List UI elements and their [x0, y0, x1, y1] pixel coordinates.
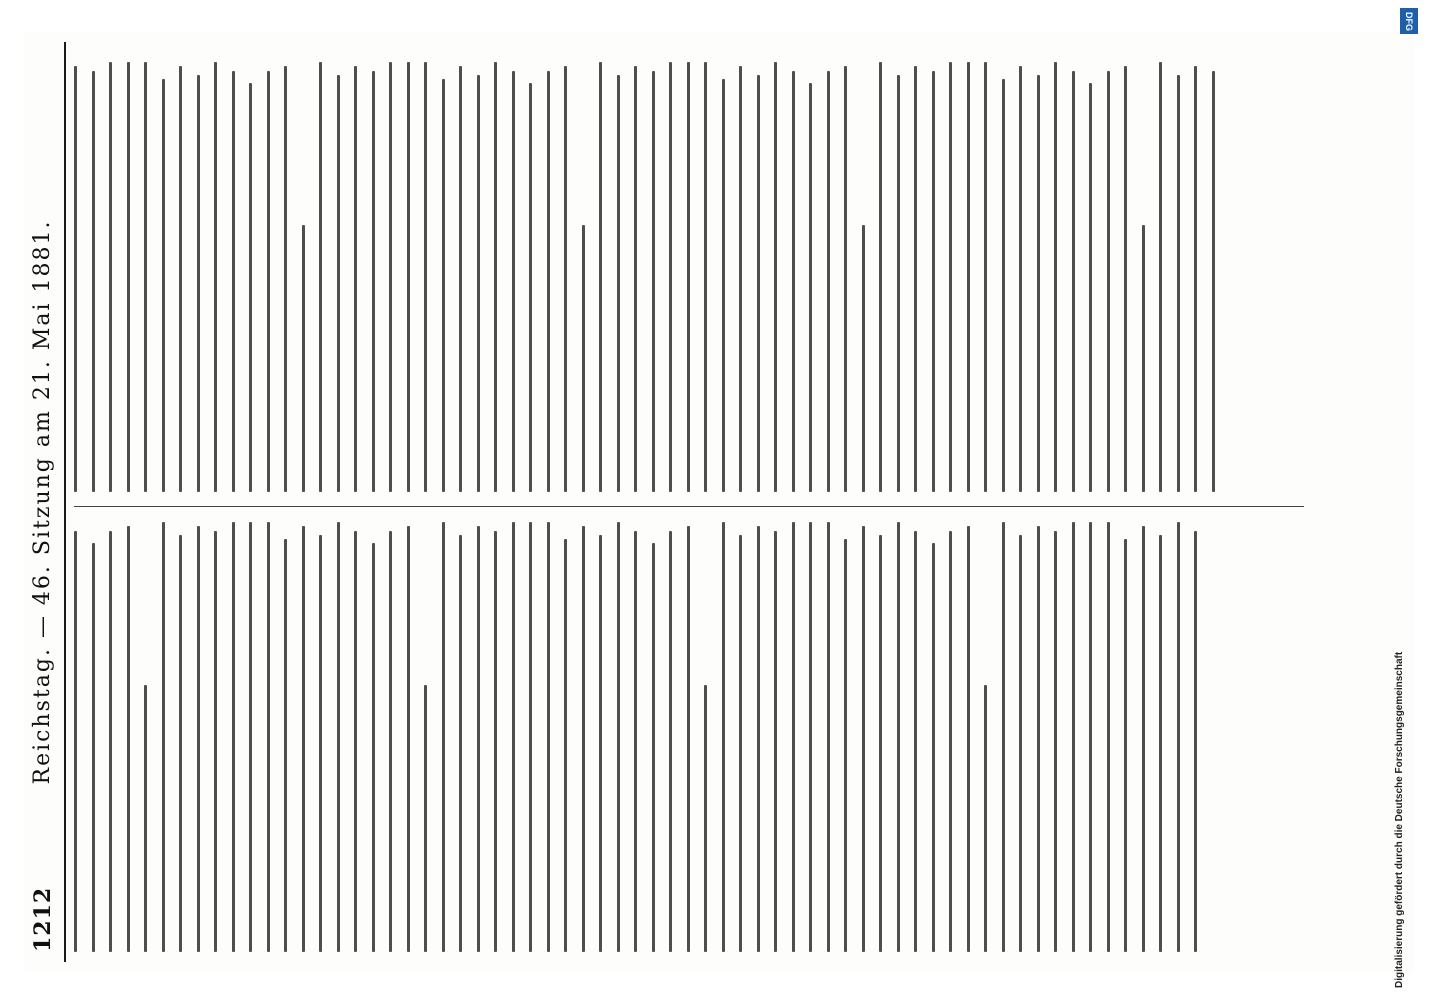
text-line [897, 75, 900, 492]
text-line [442, 522, 445, 952]
text-line [1019, 66, 1022, 492]
text-line [74, 66, 77, 492]
text-line [949, 62, 952, 492]
text-line [92, 544, 95, 953]
text-line [862, 225, 865, 492]
text-line [1002, 522, 1005, 952]
text-line [547, 522, 550, 952]
text-line [617, 75, 620, 492]
text-line [179, 535, 182, 952]
text-line [809, 522, 812, 952]
text-line [687, 62, 690, 492]
text-line [74, 531, 77, 952]
text-line [109, 62, 112, 492]
text-line [529, 84, 532, 493]
text-line [302, 526, 305, 952]
text-line [914, 66, 917, 492]
text-line [809, 84, 812, 493]
text-line [1072, 71, 1075, 492]
text-line [512, 71, 515, 492]
text-line [1124, 66, 1127, 492]
text-line [967, 62, 970, 492]
text-line [669, 62, 672, 492]
text-line [739, 535, 742, 952]
text-line [494, 62, 497, 492]
text-line [722, 522, 725, 952]
text-line [757, 75, 760, 492]
text-line [179, 66, 182, 492]
text-line [319, 535, 322, 952]
text-line [862, 526, 865, 952]
text-line [372, 544, 375, 953]
text-line [1019, 535, 1022, 952]
text-line [1089, 84, 1092, 493]
text-line [284, 66, 287, 492]
digitization-credit: Digitalisierung gefördert durch die Deutsche Forschungsgemeinschaft [1394, 651, 1405, 988]
text-line [897, 522, 900, 952]
text-line [1089, 522, 1092, 952]
text-line [879, 62, 882, 492]
text-line [932, 544, 935, 953]
text-line [92, 71, 95, 492]
text-line [652, 544, 655, 953]
text-line [1194, 66, 1197, 492]
text-line [1159, 62, 1162, 492]
text-line [599, 535, 602, 952]
text-line [792, 71, 795, 492]
text-line [844, 539, 847, 952]
text-line [354, 531, 357, 952]
text-line [1142, 225, 1145, 492]
text-line [1124, 539, 1127, 952]
text-line [1177, 75, 1180, 492]
text-line [529, 522, 532, 952]
text-line [424, 685, 427, 952]
text-line [197, 526, 200, 952]
text-line [459, 66, 462, 492]
text-line [1142, 526, 1145, 952]
running-head: Reichstag. — 46. Sitzung am 21. Mai 1881. [30, 219, 55, 785]
text-line [232, 522, 235, 952]
text-line [792, 522, 795, 952]
text-line [267, 522, 270, 952]
text-line [162, 522, 165, 952]
column-divider [74, 506, 1304, 507]
text-line [1177, 522, 1180, 952]
text-line [1037, 75, 1040, 492]
text-line [1054, 62, 1057, 492]
text-line [914, 531, 917, 952]
text-line [424, 62, 427, 492]
dfg-logo: DFG [1400, 8, 1418, 34]
text-line [389, 62, 392, 492]
document-page [24, 32, 1414, 972]
text-line [442, 79, 445, 492]
text-line [407, 526, 410, 952]
text-line [1072, 522, 1075, 952]
text-line [1194, 531, 1197, 952]
text-line [267, 71, 270, 492]
text-line [599, 62, 602, 492]
text-line [302, 225, 305, 492]
text-line [984, 685, 987, 952]
text-line [127, 62, 130, 492]
text-line [757, 526, 760, 952]
text-line [232, 71, 235, 492]
text-line [337, 522, 340, 952]
text-line [407, 62, 410, 492]
text-column-right [74, 62, 1304, 492]
text-line [389, 531, 392, 952]
text-line [1037, 526, 1040, 952]
text-line [477, 526, 480, 952]
text-line [984, 62, 987, 492]
text-line [827, 71, 830, 492]
text-column-left [74, 522, 1304, 952]
text-line [319, 62, 322, 492]
text-line [827, 522, 830, 952]
text-line [687, 526, 690, 952]
text-line [774, 62, 777, 492]
text-line [652, 71, 655, 492]
text-line [214, 531, 217, 952]
text-line [127, 526, 130, 952]
text-line [144, 62, 147, 492]
text-line [949, 531, 952, 952]
text-line [214, 62, 217, 492]
text-line [582, 225, 585, 492]
text-line [512, 522, 515, 952]
header-rule [64, 42, 66, 962]
text-line [162, 79, 165, 492]
text-line [774, 531, 777, 952]
text-line [354, 66, 357, 492]
text-line [967, 526, 970, 952]
text-line [634, 66, 637, 492]
text-line [932, 71, 935, 492]
text-line [284, 539, 287, 952]
text-line [1107, 71, 1110, 492]
text-line [249, 522, 252, 952]
text-line [249, 84, 252, 493]
text-line [494, 531, 497, 952]
text-line [547, 71, 550, 492]
text-line [477, 75, 480, 492]
text-line [582, 526, 585, 952]
text-line [1212, 71, 1215, 492]
text-line [459, 535, 462, 952]
text-line [844, 66, 847, 492]
text-line [1002, 79, 1005, 492]
text-line [197, 75, 200, 492]
text-line [617, 522, 620, 952]
text-line [739, 66, 742, 492]
text-line [564, 539, 567, 952]
text-line [109, 531, 112, 952]
page-number: 1212 [30, 886, 56, 952]
text-line [144, 685, 147, 952]
text-line [564, 66, 567, 492]
text-line [1054, 531, 1057, 952]
text-line [704, 62, 707, 492]
text-line [337, 75, 340, 492]
text-line [704, 685, 707, 952]
text-line [1107, 522, 1110, 952]
text-line [1159, 535, 1162, 952]
text-line [669, 531, 672, 952]
text-line [634, 531, 637, 952]
text-line [879, 535, 882, 952]
page-header [24, 32, 64, 972]
text-line [722, 79, 725, 492]
text-line [372, 71, 375, 492]
